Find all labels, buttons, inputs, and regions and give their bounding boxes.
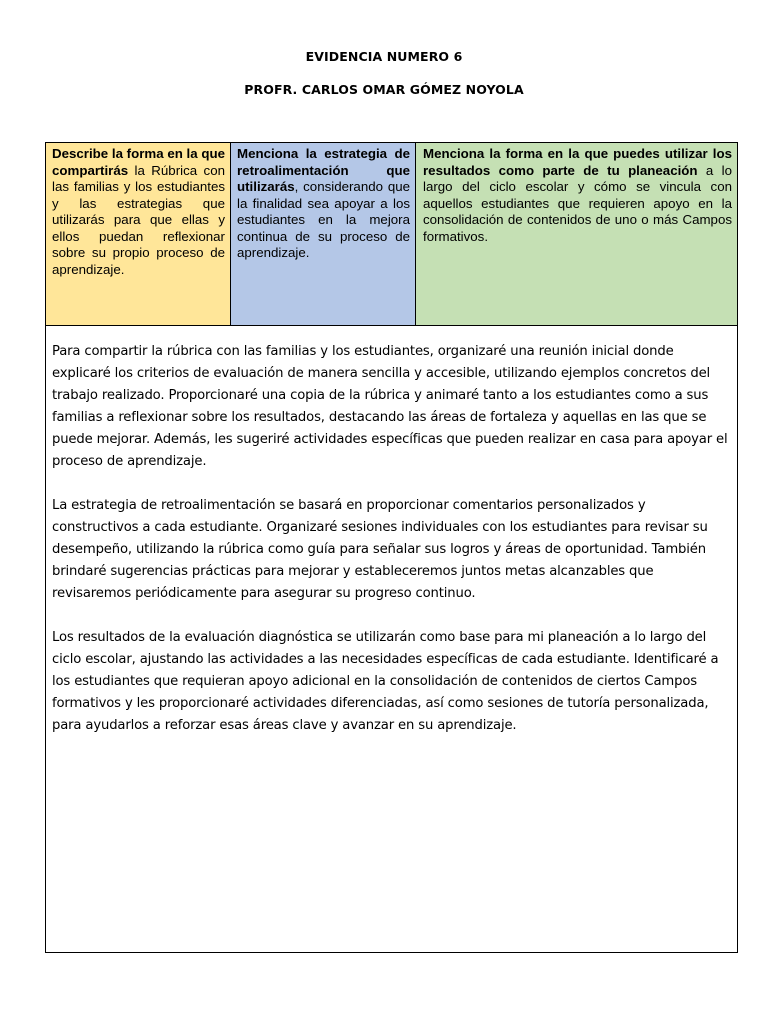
header-cell-feedback <box>231 143 416 325</box>
header-cell-rubric <box>46 143 231 325</box>
header-cell-feedback-text: , considerando que la finalidad sea apoyar a los estudiantes en la mejora continua de su proceso de aprendizaje. <box>237 179 410 260</box>
header-cell-rubric-bold: Describe la forma en la que compartirás <box>52 146 225 178</box>
body-paragraph-3: Los resultados de la evaluación diagnóstica se utilizarán como base para mi planeación a lo largo del ciclo escolar, ajustando las actividades a las necesidades específicas de cada estudiante. Identificaré a los estudiantes que requieran apoyo adicional en la consolidación de contenidos de ciertos Campos formativos y les proporcionaré actividades diferenciadas, así como sesiones de tutoría personalizada, para ayudarlos a reforzar esas áreas clave y avanzar en su aprendizaje. <box>52 630 719 733</box>
evidence-table <box>45 142 738 953</box>
header-cell-rubric-text: la Rúbrica con las familias y los estudiantes y las estrategias que utilizarás para que ellas y ellos puedan reflexionar sobre su propio proceso de aprendizaje. <box>52 162 225 277</box>
document-author: PROFR. CARLOS OMAR GÓMEZ NOYOLA <box>244 82 524 97</box>
header-cell-planning <box>416 143 737 325</box>
header-cell-planning-text: a lo largo del ciclo escolar y cómo se vincula con aquellos estudiantes que requieren apoyo en la consolidación de contenidos de uno o más Campos formativos. <box>423 162 732 244</box>
body-paragraph-2: La estrategia de retroalimentación se basará en proporcionar comentarios personalizados y constructivos a cada estudiante. Organizaré sesiones individuales con los estudiantes para revisar su desempeño, utilizando la rúbrica como guía para señalar sus logros y áreas de oportunidad. También brindaré sugerencias prácticas para mejorar y estableceremos juntos metas alcanzables que revisaremos periódicamente para asegurar su progreso continuo. <box>52 498 708 601</box>
body-paragraph-1: Para compartir la rúbrica con las familias y los estudiantes, organizaré una reunión inicial donde explicaré los criterios de evaluación de manera sencilla y accesible, utilizando ejemplos concretos del trabajo realizado. Proporcionaré una copia de la rúbrica y animaré tanto a los estudiantes como a sus familias a reflexionar sobre los resultados, destacando las áreas de fortaleza y aquellas en las que se puede mejorar. Además, les sugeriré actividades específicas que pueden realizar en casa para apoyar el proceso de aprendizaje. <box>52 344 728 469</box>
header-cell-planning-bold: Menciona la forma en la que puedes utilizar los resultados como parte de tu planeación <box>423 146 732 178</box>
document-title: EVIDENCIA NUMERO 6 <box>305 49 463 64</box>
header-cell-feedback-bold: Menciona la estrategia de retroalimentación que utilizarás <box>237 146 410 194</box>
table-body-cell <box>52 341 732 759</box>
table-header-row <box>46 143 737 326</box>
